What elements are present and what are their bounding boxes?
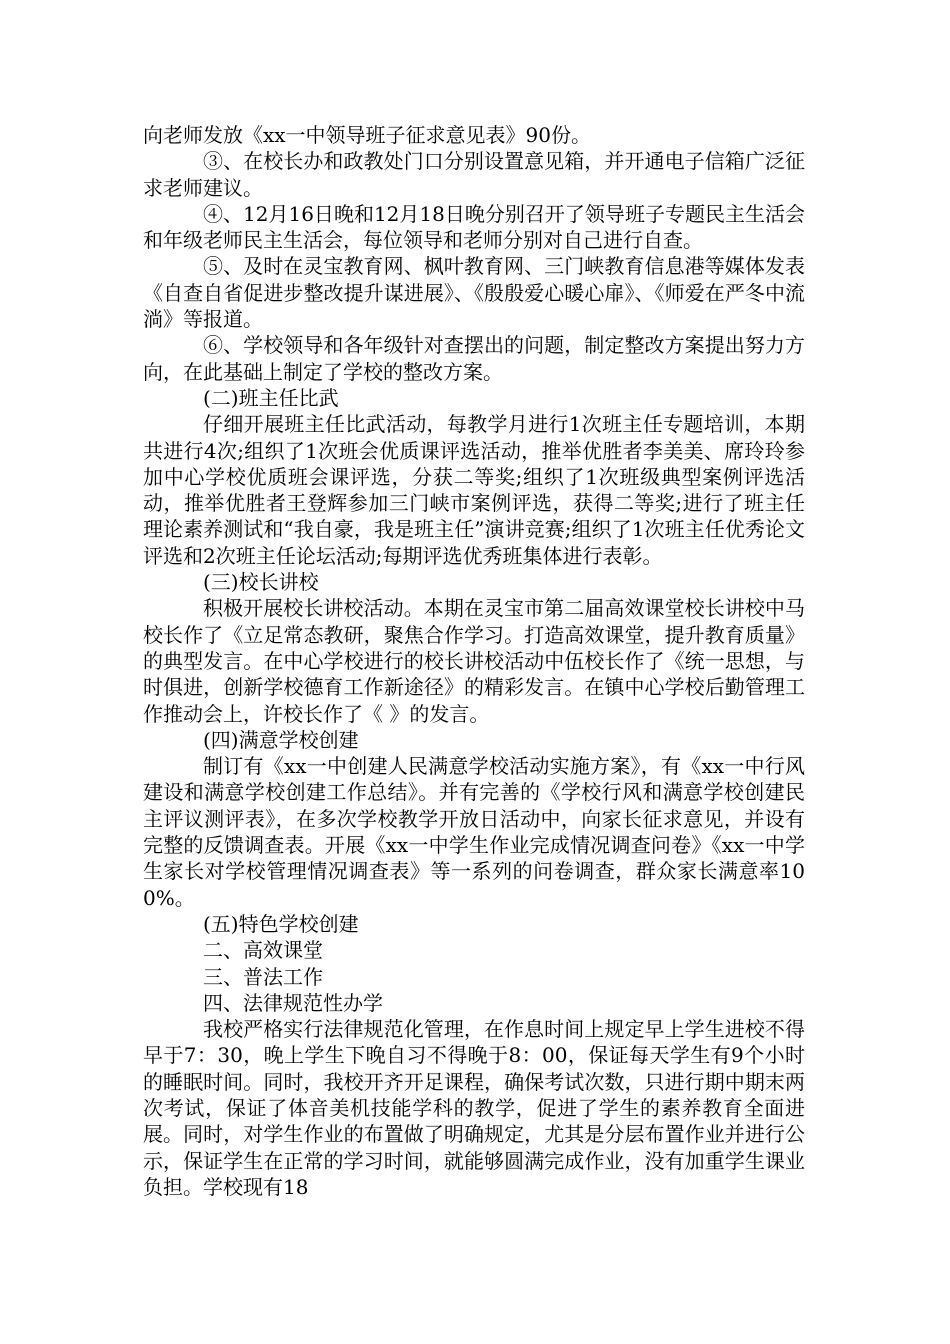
section-heading-principal-talk: (三)校长讲校 — [203, 570, 319, 595]
section-heading-featured-school: (五)特色学校创建 — [203, 911, 359, 936]
section-heading-class-teacher-contest: (二)班主任比武 — [203, 385, 339, 410]
paragraph-item-5: ⑤、及时在灵宝教育网、枫叶教育网、三门峡教育信息港等媒体发表《自查自省促进步整改提升谋进展》、《殷殷爱心暖心扉》、《师爱在严冬中流淌》等报道。 — [143, 254, 805, 332]
paragraph-item-3: ③、在校长办和政教处门口分别设置意见箱，并开通电子信箱广泛征求老师建议。 — [143, 149, 805, 200]
document-body — [143, 122, 805, 1200]
paragraph-item-6: ⑥、学校领导和各年级针对查摆出的问题，制定整改方案提出努力方向，在此基础上制定了学校的整改方案。 — [143, 333, 805, 384]
paragraph-class-teacher-contest: 仔细开展班主任比武活动，每教学月进行1次班主任专题培训，本期共进行4次;组织了1次班会优质课评选活动，推举优胜者李美美、席玲玲参加中心学校优质班会课评选，分获二等奖;组织了1次班级典型案例评选活动，推举优胜者王登辉参加三门峡市案例评选，获得二等奖;进行了班主任理论素养测试和“我自豪，我是班主任”演讲竞赛;组织了1次班主任优秀论文评选和2次班主任论坛活动;每期评选优秀班集体进行表彰。 — [143, 412, 805, 568]
paragraph-item-4: ④、12月16日晚和12月18日晚分别召开了领导班子专题民主生活会和年级老师民主生活会，每位领导和老师分别对自己进行自查。 — [143, 201, 805, 253]
section-heading-satisfactory-school: (四)满意学校创建 — [203, 727, 359, 752]
section-heading-law-popularization: 三、普法工作 — [203, 964, 323, 989]
paragraph-continuation: 向老师发放《xx一中领导班子征求意见表》90份。 — [143, 123, 592, 147]
paragraph-principal-talk: 积极开展校长讲校活动。本期在灵宝市第二届高效课堂校长讲校中马校长作了《立足常态教研，聚焦合作学习。打造高效课堂，提升教育质量》的典型发言。在中心学校进行的校长讲校活动中伍校长作了《统一思想，与时俱进，创新学校德育工作新途径》的精彩发言。在镇中心学校后勤管理工作推动会上，许校长作了《 》的发言。 — [143, 596, 805, 726]
section-heading-lawful-schooling: 四、法律规范性办学 — [203, 990, 383, 1015]
paragraph-satisfactory-school: 制订有《xx一中创建人民满意学校活动实施方案》，有《xx一中行风建设和满意学校创建工作总结》。并有完善的《学校行风和满意学校创建民主评议测评表》，在多次学校教学开放日活动中，向家长征求意见，并设有完整的反馈调查表。开展《xx一中学生作业完成情况调查问卷》《xx一中学生家长对学校管理情况调查表》等一系列的问卷调查，群众家长满意率100%。 — [143, 754, 805, 910]
paragraph-lawful-schooling: 我校严格实行法律规范化管理，在作息时间上规定早上学生进校不得早于7：30，晚上学生下晚自习不得晚于8：00，保证每天学生有9个小时的睡眠时间。同时，我校开齐开足课程，确保考试次数，只进行期中期末两次考试，保证了体音美机技能学科的教学，促进了学生的素养教育全面进展。同时，对学生作业的布置做了明确规定，尤其是分层布置作业并进行公示，保证学生在正常的学习时间，就能够圆满完成作业，没有加重学生课业负担。学校现有18 — [143, 1017, 805, 1199]
section-heading-efficient-classroom: 二、高效课堂 — [203, 938, 323, 963]
